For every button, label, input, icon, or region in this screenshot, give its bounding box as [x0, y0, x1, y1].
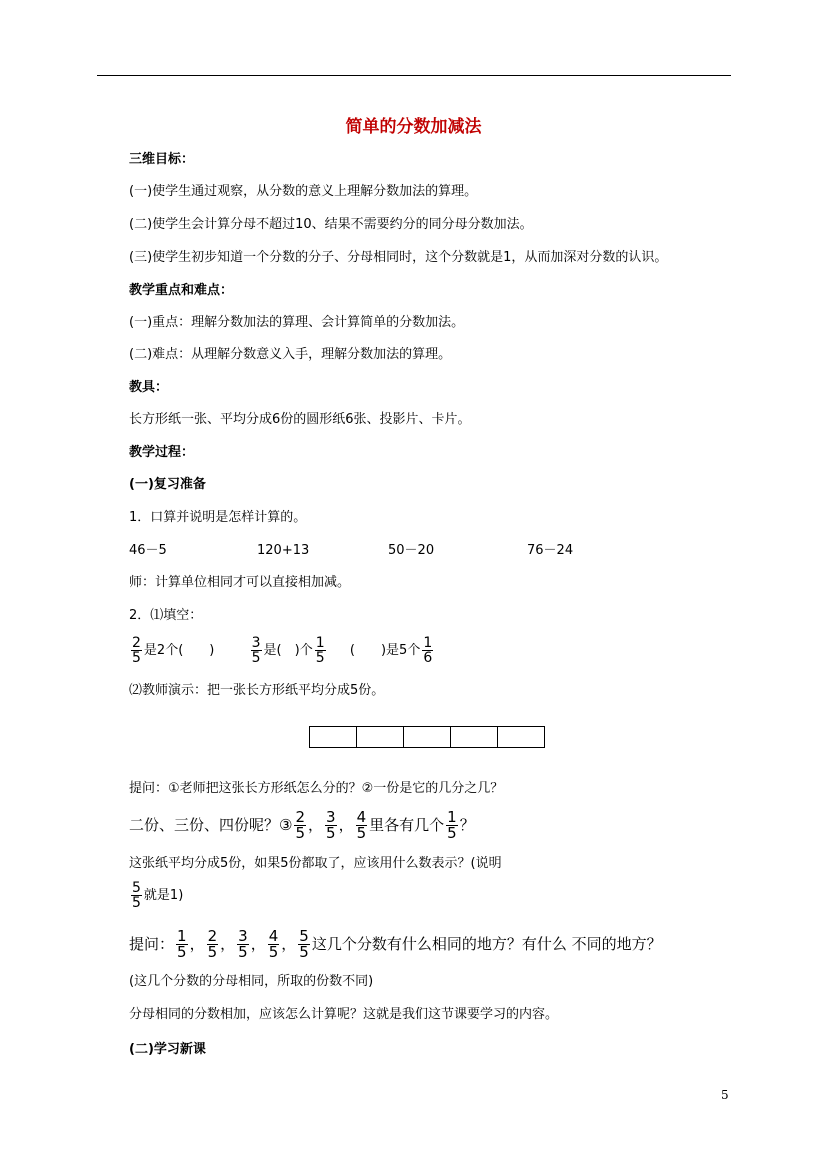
explain-1: 这张纸平均分成5份，如果5份都取了，应该用什么数表示？(说明	[129, 856, 502, 871]
fill-text-2: 是( )个	[263, 643, 313, 658]
calc-item-1: 46－5	[129, 543, 167, 558]
fraction: $\frac{2}{5}$	[132, 635, 141, 666]
separator: ，	[189, 935, 205, 953]
fraction: $\frac{3}{5}$	[326, 808, 336, 842]
separator: ，	[308, 816, 324, 834]
calc-item-3: 50－20	[388, 543, 435, 558]
demo-text: ⑵教师演示：把一张长方形纸平均分成5份。	[129, 683, 385, 698]
fraction: $\frac{5}{5}$	[299, 927, 309, 961]
fill-text-3: ( )是5个	[349, 643, 421, 658]
fraction: $\frac{2}{5}$	[295, 808, 305, 842]
teacher-note: 师：计算单位相同才可以直接相加减。	[129, 575, 351, 590]
focus-heading: 教学重点和难点：	[129, 283, 234, 298]
ask-2-text: 里各有几个	[369, 816, 445, 834]
goal-item-2: (二)使学生会计算分母不超过10、结果不需要约分的同分母分数加法。	[129, 217, 533, 232]
fraction: $\frac{1}{5}$	[447, 808, 457, 842]
question-2: 2．⑴填空：	[129, 608, 203, 623]
fraction: $\frac{1}{6}$	[423, 635, 433, 666]
process-heading: 教学过程：	[129, 445, 195, 460]
fraction: $\frac{1}{5}$	[315, 635, 325, 666]
ask-3-text: 提问：	[129, 935, 175, 953]
focus-item-1: (一)重点：理解分数加法的算理、会计算简单的分数加法。	[129, 315, 465, 330]
focus-item-2: (二)难点：从理解分数意义入手，理解分数加法的算理。	[129, 347, 452, 362]
fraction: $\frac{3}{5}$	[251, 635, 261, 666]
fraction: $\frac{4}{5}$	[268, 927, 279, 961]
new-lesson-heading: (二)学习新课	[129, 1042, 206, 1057]
answer-text: (这几个分数的分母相同，所取的份数不同)	[129, 974, 374, 989]
rectangle-paper-diagram	[309, 726, 545, 748]
fraction: $\frac{5}{5}$	[132, 880, 141, 911]
fraction: $\frac{4}{5}$	[356, 808, 367, 842]
fill-text-1: 是2个( )	[143, 643, 215, 658]
separator: ，	[250, 935, 266, 953]
explain-2-text: 就是1)	[143, 888, 184, 903]
fraction: $\frac{1}{5}$	[177, 927, 187, 961]
paper-part	[356, 726, 404, 748]
paper-part	[309, 726, 357, 748]
review-heading: (一)复习准备	[129, 477, 206, 492]
ask-3	[129, 925, 662, 963]
calc-item-2: 120+13	[257, 543, 310, 558]
header-rule	[97, 75, 731, 76]
tools-text: 长方形纸一张、平均分成6份的圆形纸6张、投影片、卡片。	[129, 412, 471, 427]
explain-2	[129, 879, 183, 913]
paper-part	[450, 726, 498, 748]
ask-3-text: 这几个分数有什么相同的地方？有什么 不同的地方？	[311, 935, 662, 953]
tools-heading: 教具：	[129, 380, 169, 395]
page-number: 5	[721, 1088, 729, 1102]
calc-row	[129, 542, 729, 560]
paper-part	[403, 726, 451, 748]
goal-item-3: (三)使学生初步知道一个分数的分子、分母相同时，这个分数就是1，从而加深对分数的认识。	[129, 250, 668, 265]
goal-item-1: (一)使学生通过观察，从分数的意义上理解分数加法的算理。	[129, 184, 478, 199]
separator: ，	[281, 935, 297, 953]
ask-2	[129, 806, 475, 844]
page-title: 简单的分数加减法	[345, 117, 482, 137]
separator: ，	[338, 816, 354, 834]
question-1: 1．口算并说明是怎样计算的。	[129, 510, 307, 525]
ask-2-text: 二份、三份、四份呢？③	[129, 816, 293, 834]
separator: ，	[220, 935, 236, 953]
fraction: $\frac{2}{5}$	[207, 927, 218, 961]
calc-item-4: 76－24	[527, 543, 574, 558]
ask-1: 提问：①老师把这张长方形纸怎么分的？②一份是它的几分之几？	[129, 781, 504, 796]
fill-in-row	[129, 634, 435, 668]
paper-part	[497, 726, 545, 748]
goals-heading: 三维目标：	[129, 152, 195, 167]
ask-2-text: ？	[459, 816, 475, 834]
intro-text: 分母相同的分数相加，应该怎么计算呢？这就是我们这节课要学习的内容。	[129, 1007, 559, 1022]
fraction: $\frac{3}{5}$	[238, 927, 248, 961]
